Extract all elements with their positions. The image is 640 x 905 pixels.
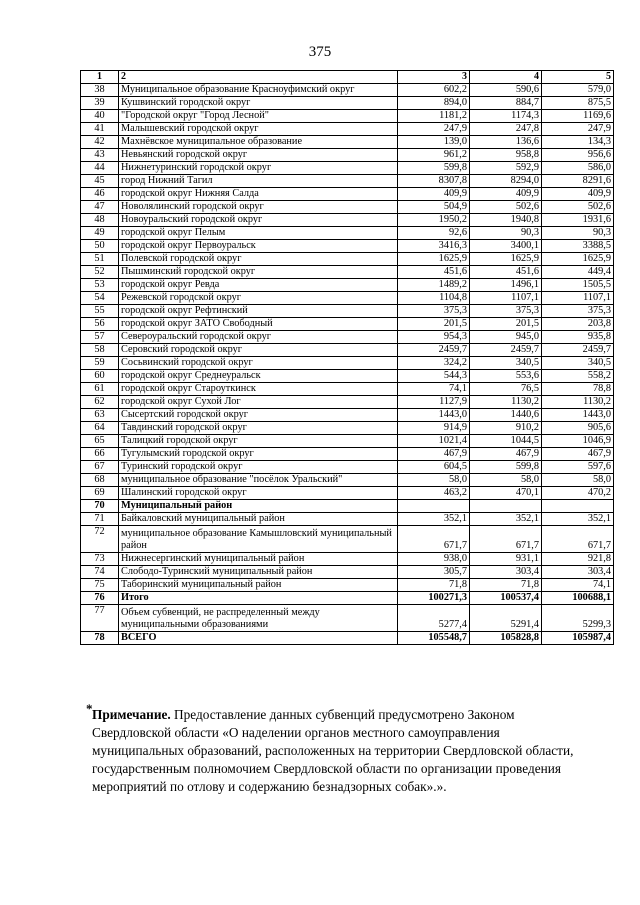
table-row [81,357,614,370]
value-col-3-cell: 1443,0 [398,409,470,422]
header-col-5: 5 [542,71,614,84]
municipality-name-cell: городской округ Рефтинский [119,305,398,318]
row-number-cell: 74 [81,566,119,579]
row-number-cell: 61 [81,383,119,396]
value-col-3-cell: 1950,2 [398,214,470,227]
value-col-4-cell: 502,6 [470,201,542,214]
value-col-4-cell [470,500,542,513]
table-row [81,513,614,526]
value-col-4-cell: 105828,8 [470,632,542,645]
value-col-3-cell: 961,2 [398,149,470,162]
value-col-5-cell: 247,9 [542,123,614,136]
table-row [81,188,614,201]
value-col-3-cell: 602,2 [398,84,470,97]
header-col-2: 2 [119,71,398,84]
value-col-4-cell: 2459,7 [470,344,542,357]
header-col-3: 3 [398,71,470,84]
table-row [81,409,614,422]
municipality-name-cell: "Городской округ "Город Лесной" [119,110,398,123]
value-col-5-cell: 1931,6 [542,214,614,227]
row-number-cell: 53 [81,279,119,292]
municipality-name-cell: Туринский городской округ [119,461,398,474]
municipality-name-cell: Режевской городской округ [119,292,398,305]
value-col-5-cell: 1169,6 [542,110,614,123]
value-col-3-cell: 1104,8 [398,292,470,305]
value-col-5-cell: 2459,7 [542,344,614,357]
row-number-cell: 46 [81,188,119,201]
value-col-4-cell: 1044,5 [470,435,542,448]
value-col-3-cell: 375,3 [398,305,470,318]
value-col-5-cell: 1046,9 [542,435,614,448]
row-number-cell: 41 [81,123,119,136]
header-col-4: 4 [470,71,542,84]
value-col-3-cell: 463,2 [398,487,470,500]
value-col-5-cell: 671,7 [542,526,614,553]
value-col-5-cell: 8291,6 [542,175,614,188]
value-col-4-cell: 100537,4 [470,592,542,605]
municipality-name-cell: муниципальное образование Камышловский муниципальный район [119,526,398,553]
row-number-cell: 64 [81,422,119,435]
row-number-cell: 40 [81,110,119,123]
value-col-3-cell: 58,0 [398,474,470,487]
value-col-3-cell: 305,7 [398,566,470,579]
table-row [81,487,614,500]
value-col-3-cell: 409,9 [398,188,470,201]
value-col-5-cell: 105987,4 [542,632,614,645]
row-number-cell: 44 [81,162,119,175]
municipality-name-cell: Сосьвинский городской округ [119,357,398,370]
value-col-3-cell: 504,9 [398,201,470,214]
value-col-3-cell: 451,6 [398,266,470,279]
table-row [81,97,614,110]
value-col-5-cell: 449,4 [542,266,614,279]
value-col-3-cell: 1021,4 [398,435,470,448]
municipality-name-cell: Талицкий городской округ [119,435,398,448]
value-col-5-cell: 375,3 [542,305,614,318]
value-col-4-cell: 409,9 [470,188,542,201]
row-number-cell: 42 [81,136,119,149]
table-row [81,253,614,266]
value-col-4-cell: 3400,1 [470,240,542,253]
table-header-row [81,71,614,84]
municipality-name-cell: Невьянский городской округ [119,149,398,162]
row-number-cell: 77 [81,605,119,632]
value-col-3-cell: 2459,7 [398,344,470,357]
municipality-name-cell: городской округ Пелым [119,227,398,240]
footnote-text: Предоставление данных субвенций предусмотрено Законом Свердловской области «О наделении органов местного самоуправления муниципальных образований, расположенных на территории Свердловской области, государственным полномочием Свердловской области по организации проведения мероприятий по отлову и содержанию безнадзорных собак».». [92,707,574,794]
row-number-cell: 63 [81,409,119,422]
value-col-4-cell: 71,8 [470,579,542,592]
value-col-5-cell: 409,9 [542,188,614,201]
value-col-5-cell: 586,0 [542,162,614,175]
row-number-cell: 76 [81,592,119,605]
municipality-name-cell: Байкаловский муниципальный район [119,513,398,526]
row-number-cell: 45 [81,175,119,188]
value-col-4-cell: 931,1 [470,553,542,566]
value-col-5-cell: 579,0 [542,84,614,97]
value-col-4-cell: 340,5 [470,357,542,370]
value-col-5-cell: 303,4 [542,566,614,579]
table-row [81,331,614,344]
table-row [81,592,614,605]
municipality-name-cell: Полевской городской округ [119,253,398,266]
value-col-4-cell: 945,0 [470,331,542,344]
municipality-name-cell: Новоуральский городской округ [119,214,398,227]
value-col-3-cell: 100271,3 [398,592,470,605]
table-row [81,84,614,97]
municipality-name-cell: городской округ Среднеуральск [119,370,398,383]
row-number-cell: 58 [81,344,119,357]
municipality-name-cell: ВСЕГО [119,632,398,645]
municipality-name-cell: Слободо-Туринский муниципальный район [119,566,398,579]
page-number: 375 [308,44,332,60]
row-number-cell: 52 [81,266,119,279]
value-col-3-cell: 139,0 [398,136,470,149]
row-number-cell: 65 [81,435,119,448]
value-col-3-cell: 324,2 [398,357,470,370]
row-number-cell: 72 [81,526,119,553]
municipality-name-cell: Малышевский городской округ [119,123,398,136]
table-row [81,292,614,305]
row-number-cell: 62 [81,396,119,409]
value-col-5-cell: 58,0 [542,474,614,487]
value-col-5-cell: 470,2 [542,487,614,500]
value-col-4-cell: 58,0 [470,474,542,487]
value-col-5-cell: 203,8 [542,318,614,331]
value-col-4-cell: 451,6 [470,266,542,279]
row-number-cell: 43 [81,149,119,162]
table-row [81,318,614,331]
value-col-5-cell: 921,8 [542,553,614,566]
value-col-4-cell: 553,6 [470,370,542,383]
table-row [81,553,614,566]
value-col-4-cell: 884,7 [470,97,542,110]
value-col-3-cell: 1489,2 [398,279,470,292]
value-col-5-cell: 1130,2 [542,396,614,409]
row-number-cell: 50 [81,240,119,253]
municipality-name-cell: Пышминский городской округ [119,266,398,279]
row-number-cell: 73 [81,553,119,566]
value-col-5-cell: 597,6 [542,461,614,474]
value-col-5-cell: 935,8 [542,331,614,344]
table-row [81,162,614,175]
value-col-4-cell: 1625,9 [470,253,542,266]
value-col-5-cell [542,500,614,513]
value-col-3-cell [398,500,470,513]
row-number-cell: 70 [81,500,119,513]
value-col-5-cell: 502,6 [542,201,614,214]
value-col-4-cell: 247,8 [470,123,542,136]
value-col-4-cell: 136,6 [470,136,542,149]
table-row [81,422,614,435]
value-col-5-cell: 3388,5 [542,240,614,253]
municipality-name-cell: Муниципальный район [119,500,398,513]
table-row [81,461,614,474]
value-col-3-cell: 3416,3 [398,240,470,253]
value-col-3-cell: 5277,4 [398,605,470,632]
value-col-4-cell: 671,7 [470,526,542,553]
row-number-cell: 51 [81,253,119,266]
value-col-3-cell: 954,3 [398,331,470,344]
value-col-4-cell: 599,8 [470,461,542,474]
value-col-4-cell: 1107,1 [470,292,542,305]
value-col-3-cell: 894,0 [398,97,470,110]
municipality-name-cell: городской округ Нижняя Салда [119,188,398,201]
row-number-cell: 47 [81,201,119,214]
value-col-3-cell: 938,0 [398,553,470,566]
table-row [81,344,614,357]
municipality-name-cell: Шалинский городской округ [119,487,398,500]
row-number-cell: 48 [81,214,119,227]
value-col-3-cell: 467,9 [398,448,470,461]
table-row [81,383,614,396]
municipality-name-cell: муниципальное образование "посёлок Уральский" [119,474,398,487]
municipality-name-cell: городской округ Первоуральск [119,240,398,253]
value-col-5-cell: 134,3 [542,136,614,149]
value-col-5-cell: 5299,3 [542,605,614,632]
table-row [81,240,614,253]
value-col-3-cell: 105548,7 [398,632,470,645]
table-row [81,214,614,227]
table-row [81,149,614,162]
row-number-cell: 68 [81,474,119,487]
municipality-name-cell: Объем субвенций, не распределенный между муниципальными образованиями [119,605,398,632]
value-col-3-cell: 671,7 [398,526,470,553]
table-row [81,123,614,136]
table-row [81,305,614,318]
municipality-name-cell: Муниципальное образование Красноуфимский округ [119,84,398,97]
value-col-3-cell: 604,5 [398,461,470,474]
footnote [86,701,592,796]
value-col-5-cell: 875,5 [542,97,614,110]
municipality-name-cell: Сысертский городской округ [119,409,398,422]
value-col-5-cell: 467,9 [542,448,614,461]
row-number-cell: 67 [81,461,119,474]
row-number-cell: 71 [81,513,119,526]
table-row [81,370,614,383]
municipality-name-cell: Итого [119,592,398,605]
table-row [81,474,614,487]
value-col-4-cell: 1440,6 [470,409,542,422]
value-col-4-cell: 1496,1 [470,279,542,292]
row-number-cell: 49 [81,227,119,240]
municipality-name-cell: Махнёвское муниципальное образование [119,136,398,149]
row-number-cell: 39 [81,97,119,110]
value-col-5-cell: 956,6 [542,149,614,162]
table-row [81,136,614,149]
value-col-3-cell: 71,8 [398,579,470,592]
municipality-name-cell: городской округ Староуткинск [119,383,398,396]
row-number-cell: 54 [81,292,119,305]
value-col-4-cell: 592,9 [470,162,542,175]
table-row [81,110,614,123]
value-col-3-cell: 1625,9 [398,253,470,266]
table-row [81,579,614,592]
table-row [81,500,614,513]
municipality-name-cell: Серовский городской округ [119,344,398,357]
value-col-3-cell: 1127,9 [398,396,470,409]
municipality-name-cell: Нижнетуринский городской округ [119,162,398,175]
value-col-3-cell: 201,5 [398,318,470,331]
table-row [81,566,614,579]
value-col-4-cell: 90,3 [470,227,542,240]
table-row [81,435,614,448]
value-col-3-cell: 914,9 [398,422,470,435]
municipality-name-cell: Тугулымский городской округ [119,448,398,461]
municipality-name-cell: Нижнесергинский муниципальный район [119,553,398,566]
row-number-cell: 38 [81,84,119,97]
value-col-3-cell: 599,8 [398,162,470,175]
table-row [81,279,614,292]
value-col-4-cell: 467,9 [470,448,542,461]
row-number-cell: 56 [81,318,119,331]
table-row [81,266,614,279]
value-col-5-cell: 1505,5 [542,279,614,292]
municipality-name-cell: Тавдинский городской округ [119,422,398,435]
value-col-4-cell: 352,1 [470,513,542,526]
value-col-3-cell: 247,9 [398,123,470,136]
municipality-name-cell: Кушвинский городской округ [119,97,398,110]
value-col-5-cell: 78,8 [542,383,614,396]
value-col-3-cell: 8307,8 [398,175,470,188]
value-col-4-cell: 910,2 [470,422,542,435]
municipality-name-cell: городской округ Ревда [119,279,398,292]
municipality-name-cell: город Нижний Тагил [119,175,398,188]
value-col-5-cell: 352,1 [542,513,614,526]
value-col-5-cell: 340,5 [542,357,614,370]
table-row [81,227,614,240]
value-col-5-cell: 905,6 [542,422,614,435]
row-number-cell: 55 [81,305,119,318]
municipality-name-cell: Новолялинский городской округ [119,201,398,214]
value-col-3-cell: 1181,2 [398,110,470,123]
row-number-cell: 75 [81,579,119,592]
table-row [81,201,614,214]
value-col-5-cell: 1625,9 [542,253,614,266]
value-col-4-cell: 76,5 [470,383,542,396]
value-col-4-cell: 5291,4 [470,605,542,632]
value-col-4-cell: 8294,0 [470,175,542,188]
value-col-5-cell: 100688,1 [542,592,614,605]
value-col-4-cell: 201,5 [470,318,542,331]
value-col-4-cell: 303,4 [470,566,542,579]
municipality-name-cell: городской округ Сухой Лог [119,396,398,409]
table-row [81,396,614,409]
row-number-cell: 59 [81,357,119,370]
header-col-1: 1 [81,71,119,84]
value-col-5-cell: 90,3 [542,227,614,240]
value-col-4-cell: 1174,3 [470,110,542,123]
row-number-cell: 66 [81,448,119,461]
value-col-4-cell: 958,8 [470,149,542,162]
value-col-4-cell: 375,3 [470,305,542,318]
subsidy-table [80,70,614,645]
value-col-3-cell: 74,1 [398,383,470,396]
value-col-4-cell: 590,6 [470,84,542,97]
row-number-cell: 57 [81,331,119,344]
municipality-name-cell: городской округ ЗАТО Свободный [119,318,398,331]
row-number-cell: 60 [81,370,119,383]
value-col-4-cell: 1130,2 [470,396,542,409]
table-row [81,605,614,632]
footnote-star: * [86,701,93,716]
value-col-3-cell: 544,3 [398,370,470,383]
value-col-3-cell: 92,6 [398,227,470,240]
table-row [81,526,614,553]
value-col-5-cell: 1107,1 [542,292,614,305]
municipality-name-cell: Таборинский муниципальный район [119,579,398,592]
footnote-label: Примечание. [92,707,171,722]
table-row [81,448,614,461]
value-col-3-cell: 352,1 [398,513,470,526]
value-col-5-cell: 74,1 [542,579,614,592]
table-body [81,84,614,645]
municipality-name-cell: Североуральский городской округ [119,331,398,344]
table-row [81,175,614,188]
value-col-4-cell: 470,1 [470,487,542,500]
value-col-4-cell: 1940,8 [470,214,542,227]
row-number-cell: 78 [81,632,119,645]
row-number-cell: 69 [81,487,119,500]
table-row [81,632,614,645]
value-col-5-cell: 558,2 [542,370,614,383]
value-col-5-cell: 1443,0 [542,409,614,422]
